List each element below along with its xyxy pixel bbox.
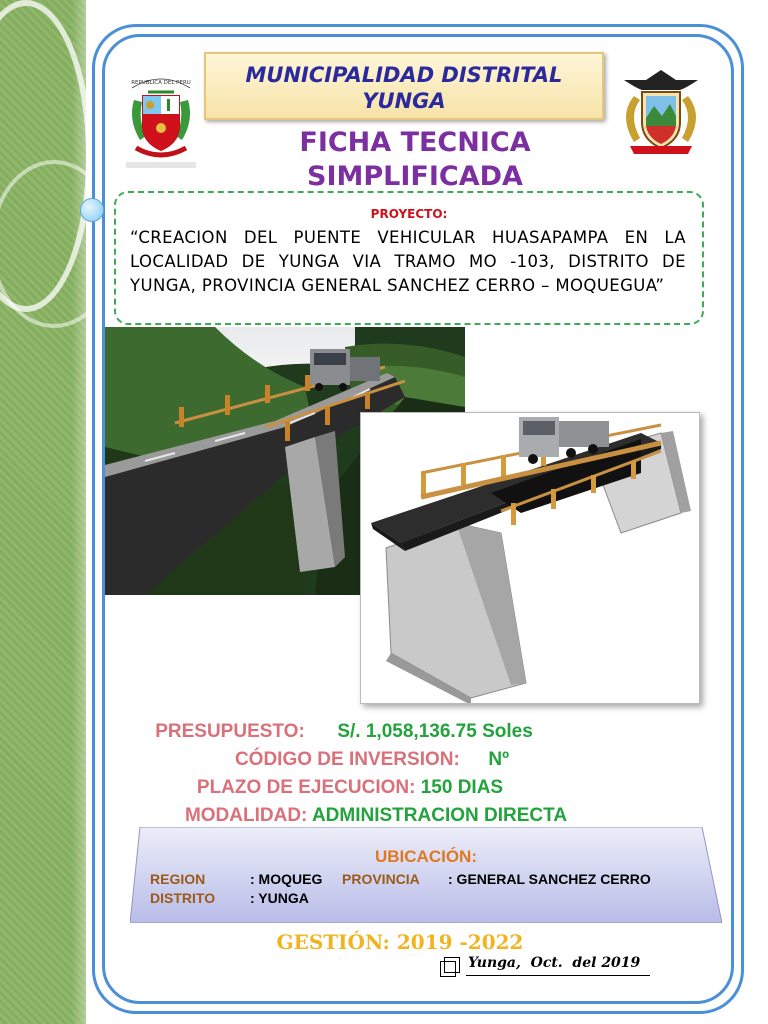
distrito-value: : YUNGA [250, 890, 309, 906]
region-label: REGION [150, 871, 206, 887]
checkbox-icon [444, 957, 460, 973]
modalidad-row [0, 805, 760, 827]
presupuesto-row [0, 721, 728, 743]
municipality-name: MUNICIPALIDAD DISTRITAL [245, 63, 563, 87]
codigo-row [0, 749, 756, 771]
date-line [440, 955, 650, 977]
project-box [114, 191, 704, 325]
bridge-isometric-rendering [360, 412, 700, 704]
plazo-row [0, 777, 734, 799]
presupuesto-value: S/. 1,058,136.75 Soles [337, 721, 533, 742]
modalidad-value: ADMINISTRACION DIRECTA [311, 805, 568, 826]
provincia-label: PROVINCIA [342, 871, 420, 887]
codigo-label: CÓDIGO DE INVERSION: [234, 749, 460, 770]
municipality-district: YUNGA [362, 89, 446, 113]
codigo-value: Nº [488, 749, 510, 770]
peru-coat-of-arms-icon [126, 70, 196, 168]
date-underline [466, 975, 650, 976]
yunga-crest-icon [616, 66, 706, 156]
project-description: “CREACION DEL PUENTE VEHICULAR HUASAPAMPA EN LA LOCALIDAD DE YUNGA VIA TRAMO MO -103, DISTRITO DE YUNGA, PROVINCIA GENERAL SANCHEZ CERRO – MOQUEGUA” [130, 228, 686, 295]
plazo-label: PLAZO DE EJECUCION: [196, 777, 416, 798]
municipality-title-box [204, 52, 604, 120]
provincia-value: : GENERAL SANCHEZ CERRO [448, 871, 651, 887]
presupuesto-label: PRESUPUESTO: [155, 721, 305, 742]
gestion-period: GESTIÓN: 2019 -2022 [276, 930, 524, 954]
modalidad-label: MODALIDAD: [184, 805, 308, 826]
document-title-line2: SIMPLIFICADA [307, 161, 523, 192]
seal-text: REPUBLICA DEL PERU [131, 80, 191, 86]
region-value: : MOQUEG [250, 871, 323, 887]
region-row [150, 871, 205, 887]
plazo-value: 150 DIAS [420, 777, 504, 798]
ubicacion-title: UBICACIÓN: [375, 847, 477, 866]
document-title-line1: FICHA TECNICA [299, 127, 531, 158]
frame-bead [80, 198, 104, 222]
date-text: Yunga, Oct. del 2019 [468, 955, 641, 971]
ubicacion-panel [130, 827, 722, 923]
distrito-label: DISTRITO [150, 890, 216, 906]
project-label: PROYECTO: [370, 207, 448, 221]
